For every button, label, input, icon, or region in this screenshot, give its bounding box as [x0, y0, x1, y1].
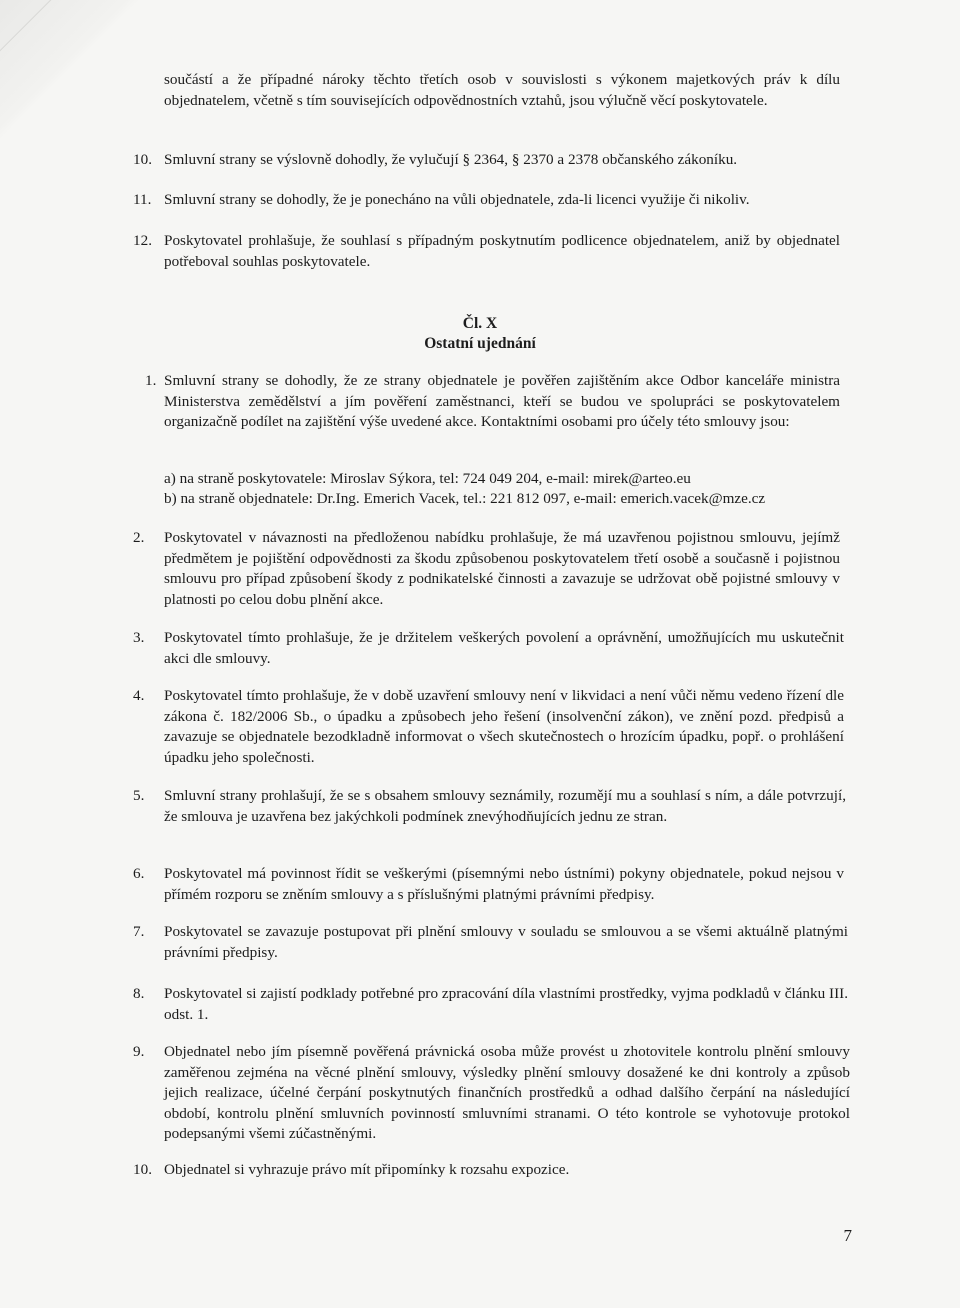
- item-text: Poskytovatel v návaznosti na předloženou nabídku prohlašuje, že má uzavřenou pojistnou smlouvu, jejímž předmětem je pojištění odpovědnosti za škodu způsobenou poskytovatelem třetí osobě a současně i pojistnou smlouvu pro případ způsobení škody z podnikatelské činnosti a zavazuje se udržovat obě pojistné smlouvy v platnosti po celou dobu plnění akce.: [164, 529, 840, 608]
- item-number: 8.: [133, 985, 145, 1002]
- folded-corner: [0, 0, 140, 140]
- item-text: Objednatel si vyhrazuje právo mít připomínky k rozsahu expozice.: [164, 1161, 570, 1178]
- item-number: 6.: [133, 865, 145, 882]
- item-number: 10.: [133, 151, 152, 168]
- item-text: Poskytovatel si zajistí podklady potřebné pro zpracování díla vlastními prostředky, vyjma podkladů v článku III. odst. 1.: [164, 985, 848, 1023]
- item-number: 4.: [133, 687, 145, 704]
- item-text: Poskytovatel tímto prohlašuje, že je držitelem veškerých povolení a oprávnění, umožňujících mu uskutečnit akci dle smlouvy.: [164, 629, 844, 667]
- item-number: 12.: [133, 232, 152, 249]
- page-number: 7: [843, 1226, 852, 1245]
- item-text: Smluvní strany se dohodly, že ze strany objednatele je pověřen zajištěním akce Odbor kanceláře ministra Ministerstva zemědělství a jím pověření zaměstnanci, kteří se budou ve spolupráci se poskytovatelem organizačně podílet na zajištění výše uvedené akce. Kontaktními osobami pro účely této smlouvy jsou:: [164, 372, 840, 430]
- item-text: Poskytovatel se zavazuje postupovat při plnění smlouvy v souladu se smlouvou a se všemi aktuálně platnými právními předpisy.: [164, 923, 848, 961]
- item-number: 11.: [133, 191, 152, 208]
- item-text: Poskytovatel tímto prohlašuje, že v době uzavření smlouvy není v likvidaci a není vůči němu vedeno řízení dle zákona č. 182/2006 Sb., o úpadku a způsobech jeho řešení (insolvenční zákon), ve znění pozd. předpisů a zavazuje se objednatele bezodkladně informovat o všech skutečnostech o hrozícím úpadku, popř. o prohlášení úpadku jeho společnosti.: [164, 687, 844, 766]
- item-text: Poskytovatel má povinnost řídit se veškerými (písemnými nebo ústními) pokyny objednatele, pokud nejsou v přímém rozporu se zněním smlouvy a s příslušnými platnými právními předpisy.: [164, 865, 844, 903]
- contact-client: b) na straně objednatele: Dr.Ing. Emerich Vacek, tel.: 221 812 097, e-mail: emerich.vacek@mze.cz: [164, 490, 766, 507]
- item-number: 1.: [145, 372, 157, 389]
- item-text: Smluvní strany prohlašují, že se s obsahem smlouvy seznámily, rozumějí mu a souhlasí s ním, a dále potvrzují, že smlouva je uzavřena bez jakýchkoli podmínek znevýhodňujících jednu ze stran.: [164, 787, 846, 825]
- item-number: 7.: [133, 923, 145, 940]
- item-text: Poskytovatel prohlašuje, že souhlasí s případným poskytnutím podlicence objednatelem, aniž by objednatel potřeboval souhlas poskytovatele.: [164, 232, 840, 270]
- item-text: Objednatel nebo jím písemně pověřená právnická osoba může provést u zhotovitele kontrolu plnění smlouvy zaměřenou zejména na věcné plnění smlouvy, výsledky plnění smlouvy dosažené ke dni kontroly a způsob jejich realizace, účelné čerpání poskytnutých finančních prostředků a odhad dalšího čerpání na následující období, kontrolu plnění smluvních povinností smluvními stranami. O této kontrole se vyhotovuje protokol podepsanými všemi zúčastněnými.: [164, 1043, 850, 1142]
- item-text: Smluvní strany se dohodly, že je ponecháno na vůli objednatele, zda-li licenci využije či nikoliv.: [164, 191, 750, 208]
- item-number: 10.: [133, 1161, 152, 1178]
- continuation-paragraph: součástí a že případné nároky těchto třetích osob v souvislosti s výkonem majetkových práv k dílu objednatelem, včetně s tím souvisejících odpovědnostních vztahů, jsou výlučně věcí poskytovatele.: [164, 71, 840, 109]
- item-number: 9.: [133, 1043, 145, 1060]
- item-number: 3.: [133, 629, 145, 646]
- contact-provider: a) na straně poskytovatele: Miroslav Sýkora, tel: 724 049 204, e-mail: mirek@arteo.eu: [164, 470, 691, 487]
- article-title: Ostatní ujednání: [424, 335, 536, 352]
- item-text: Smluvní strany se výslovně dohodly, že vylučují § 2364, § 2370 a 2378 občanského zákoníku.: [164, 151, 738, 168]
- item-number: 5.: [133, 787, 145, 804]
- article-number: Čl. X: [462, 315, 498, 332]
- item-number: 2.: [133, 529, 145, 546]
